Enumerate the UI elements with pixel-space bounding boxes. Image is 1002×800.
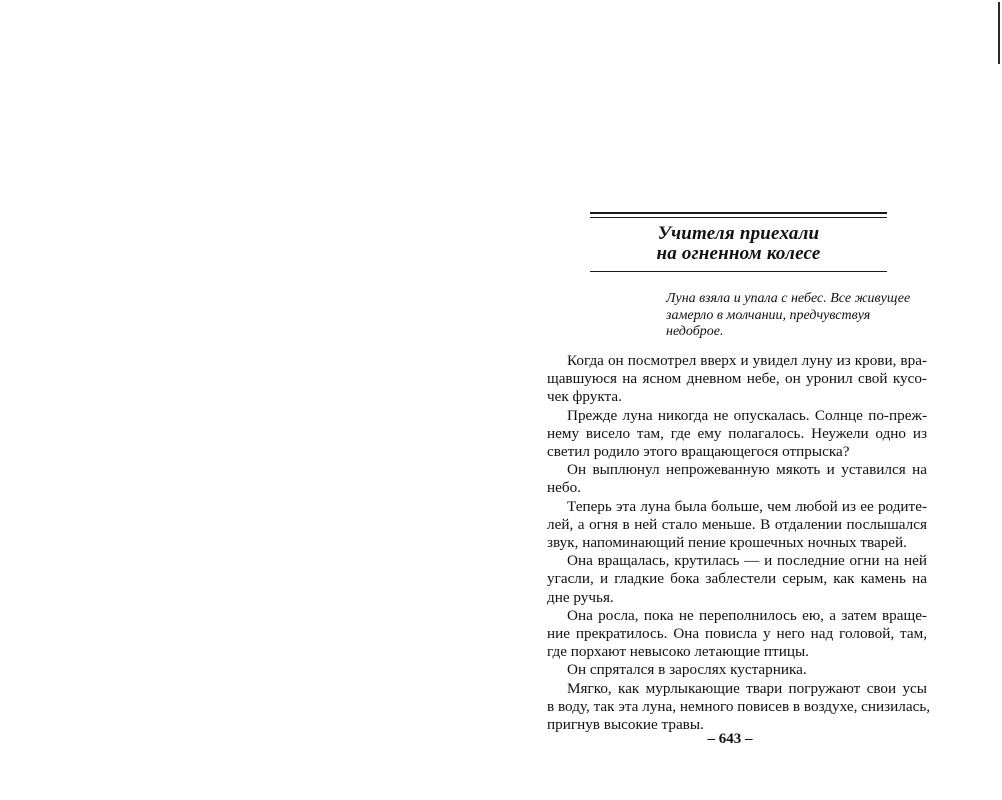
paragraph	[547, 679, 931, 735]
text-line: звук, напоминающий пение крошечных ночных тварей.	[547, 534, 907, 552]
text-line: в воду, так эта луна, немного повисев в воздухе, снизилась,	[547, 697, 931, 715]
text-line: ние прекратилось. Она повисла у него над головой, там,	[547, 625, 927, 643]
epigraph-line: недоброе.	[666, 324, 724, 339]
paragraph	[547, 552, 927, 607]
body-text	[547, 352, 931, 734]
paragraph	[547, 461, 927, 497]
text-line: Он выплюнул непрожеванную мякоть и уставился на	[567, 461, 927, 479]
page-number: – 643 –	[707, 731, 753, 747]
text-line: светил родило этого вращающегося отпрыска?	[547, 443, 850, 461]
text-line: пригнув высокие травы.	[547, 716, 704, 734]
epigraph-line: замерло в молчании, предчувствуя	[666, 307, 871, 323]
paragraph	[547, 407, 927, 462]
paragraph	[547, 498, 927, 553]
text-line: Он спрятался в зарослях кустарника.	[567, 661, 807, 679]
text-line: Мягко, как мурлыкающие твари погружают свои усы	[567, 679, 927, 697]
text-line: щавшуюся на ясном дневном небе, он уронил свой кусо-	[547, 370, 927, 388]
chapter-title	[590, 224, 887, 264]
text-line: Теперь эта луна была больше, чем любой из ее родите-	[567, 497, 927, 515]
paragraph	[547, 607, 927, 662]
text-line: дне ручья.	[547, 588, 614, 606]
text-line: чек фрукта.	[547, 388, 622, 406]
paragraph	[547, 661, 927, 679]
text-line: угасли, и гладкие бока заблестели серым, как камень на	[547, 570, 927, 588]
text-line: Она росла, пока не переполнилось ею, а затем враще-	[567, 606, 927, 624]
text-line: лей, а огня в ней стало меньше. В отдалении послышался	[547, 515, 927, 533]
chapter-title-line: на огненном колесе	[656, 243, 821, 264]
text-line: Когда он посмотрел вверх и увидел луну из крови, вра-	[567, 352, 927, 369]
epigraph	[666, 291, 928, 341]
page-edge-mark	[998, 2, 1000, 64]
title-rule-bottom	[590, 271, 887, 272]
text-line: Прежде луна никогда не опускалась. Солнце по-преж-	[567, 406, 927, 424]
paragraph	[547, 352, 927, 407]
text-line: небо.	[547, 479, 581, 497]
chapter-title-line: Учителя приехали	[657, 223, 820, 244]
title-rule-top-thin	[590, 217, 887, 218]
title-rule-top	[590, 212, 887, 214]
text-line: Она вращалась, крутилась — и последние огни на ней	[567, 552, 927, 570]
epigraph-line: Луна взяла и упала с небес. Все живущее	[666, 291, 911, 306]
text-line: нему висело там, где ему полагалось. Неужели одно из	[547, 424, 927, 442]
text-line: где порхают невысоко летающие птицы.	[547, 643, 809, 661]
